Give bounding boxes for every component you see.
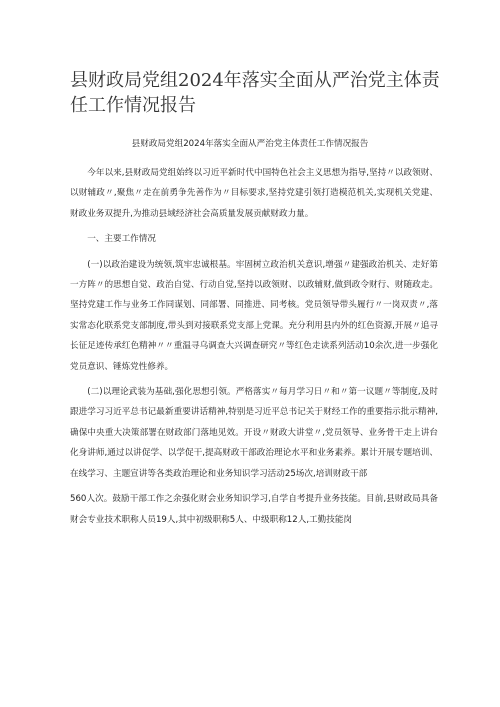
item-paragraph-1: (一)以政治建设为统领,筑牢忠诚根基。牢固树立政治机关意识,增强〃建强政治机关、走好第一方阵〃的思想自觉、政治自觉、行动自觉,坚持以政领财、以政辅财,做到政令财行、财随政走。坚持党建工作与业务工作同谋划、同部署、同推进、同考核。党员领导带头履行〃一岗双责〃,落实常态化联系党支部制度,带头到对接联系党支部上党课。充分利用县内外的红色资源,开展〃追寻长征足迹传承红色精神〃〃重温寻乌调查大兴调查研究〃等红色走读系列活动10余次,进一步强化党员意识、锤炼党性修养。 (70, 259, 438, 372)
document-body (70, 163, 438, 530)
document-subtitle: 县财政局党组2024年落实全面从严治党主体责任工作情况报告 (131, 139, 369, 149)
item-paragraph-2-continued: 560人次。鼓励干部工作之余强化财会业务知识学习,自学自考提升业务技能。目前,县财政局具备财会专业技术职称人员19人,其中初级职称5人、中级职称12人,工勤技能岗 (70, 494, 438, 525)
document-title: 县财政局党组2024年落实全面从严治党主体责任工作情况报告 (70, 70, 440, 116)
item-paragraph-2: (二)以理论武装为基础,强化思想引领。严格落实〃每月学习日〃和〃第一议题〃等制度,及时跟进学习习近平总书记最新重要讲话精神,特别是习近平总书记关于财经工作的重要指示批示精神,确保中央重大决策部署在财政部门落地见效。开设〃财政大讲堂〃,党员领导、业务骨干走上讲台化身讲师,通过以讲促学、以学促干,提高财政干部政治理论水平和业务素养。累计开展专题培训、在线学习、主题宣讲等各类政治理论和业务知识学习活动25场次,培训财政干部 (70, 387, 438, 479)
section-heading: 一、主要工作情况 (87, 234, 156, 245)
intro-paragraph: 今年以来,县财政局党组始终以习近平新时代中国特色社会主义思想为指导,坚持〃以政领财、以财辅政〃,聚焦〃走在前勇争先善作为〃目标要求,坚持党建引领打造模范机关,实现机关党建、财政业务双提升,为推动县域经济社会高质量发展贡献财政力量。 (70, 168, 438, 219)
